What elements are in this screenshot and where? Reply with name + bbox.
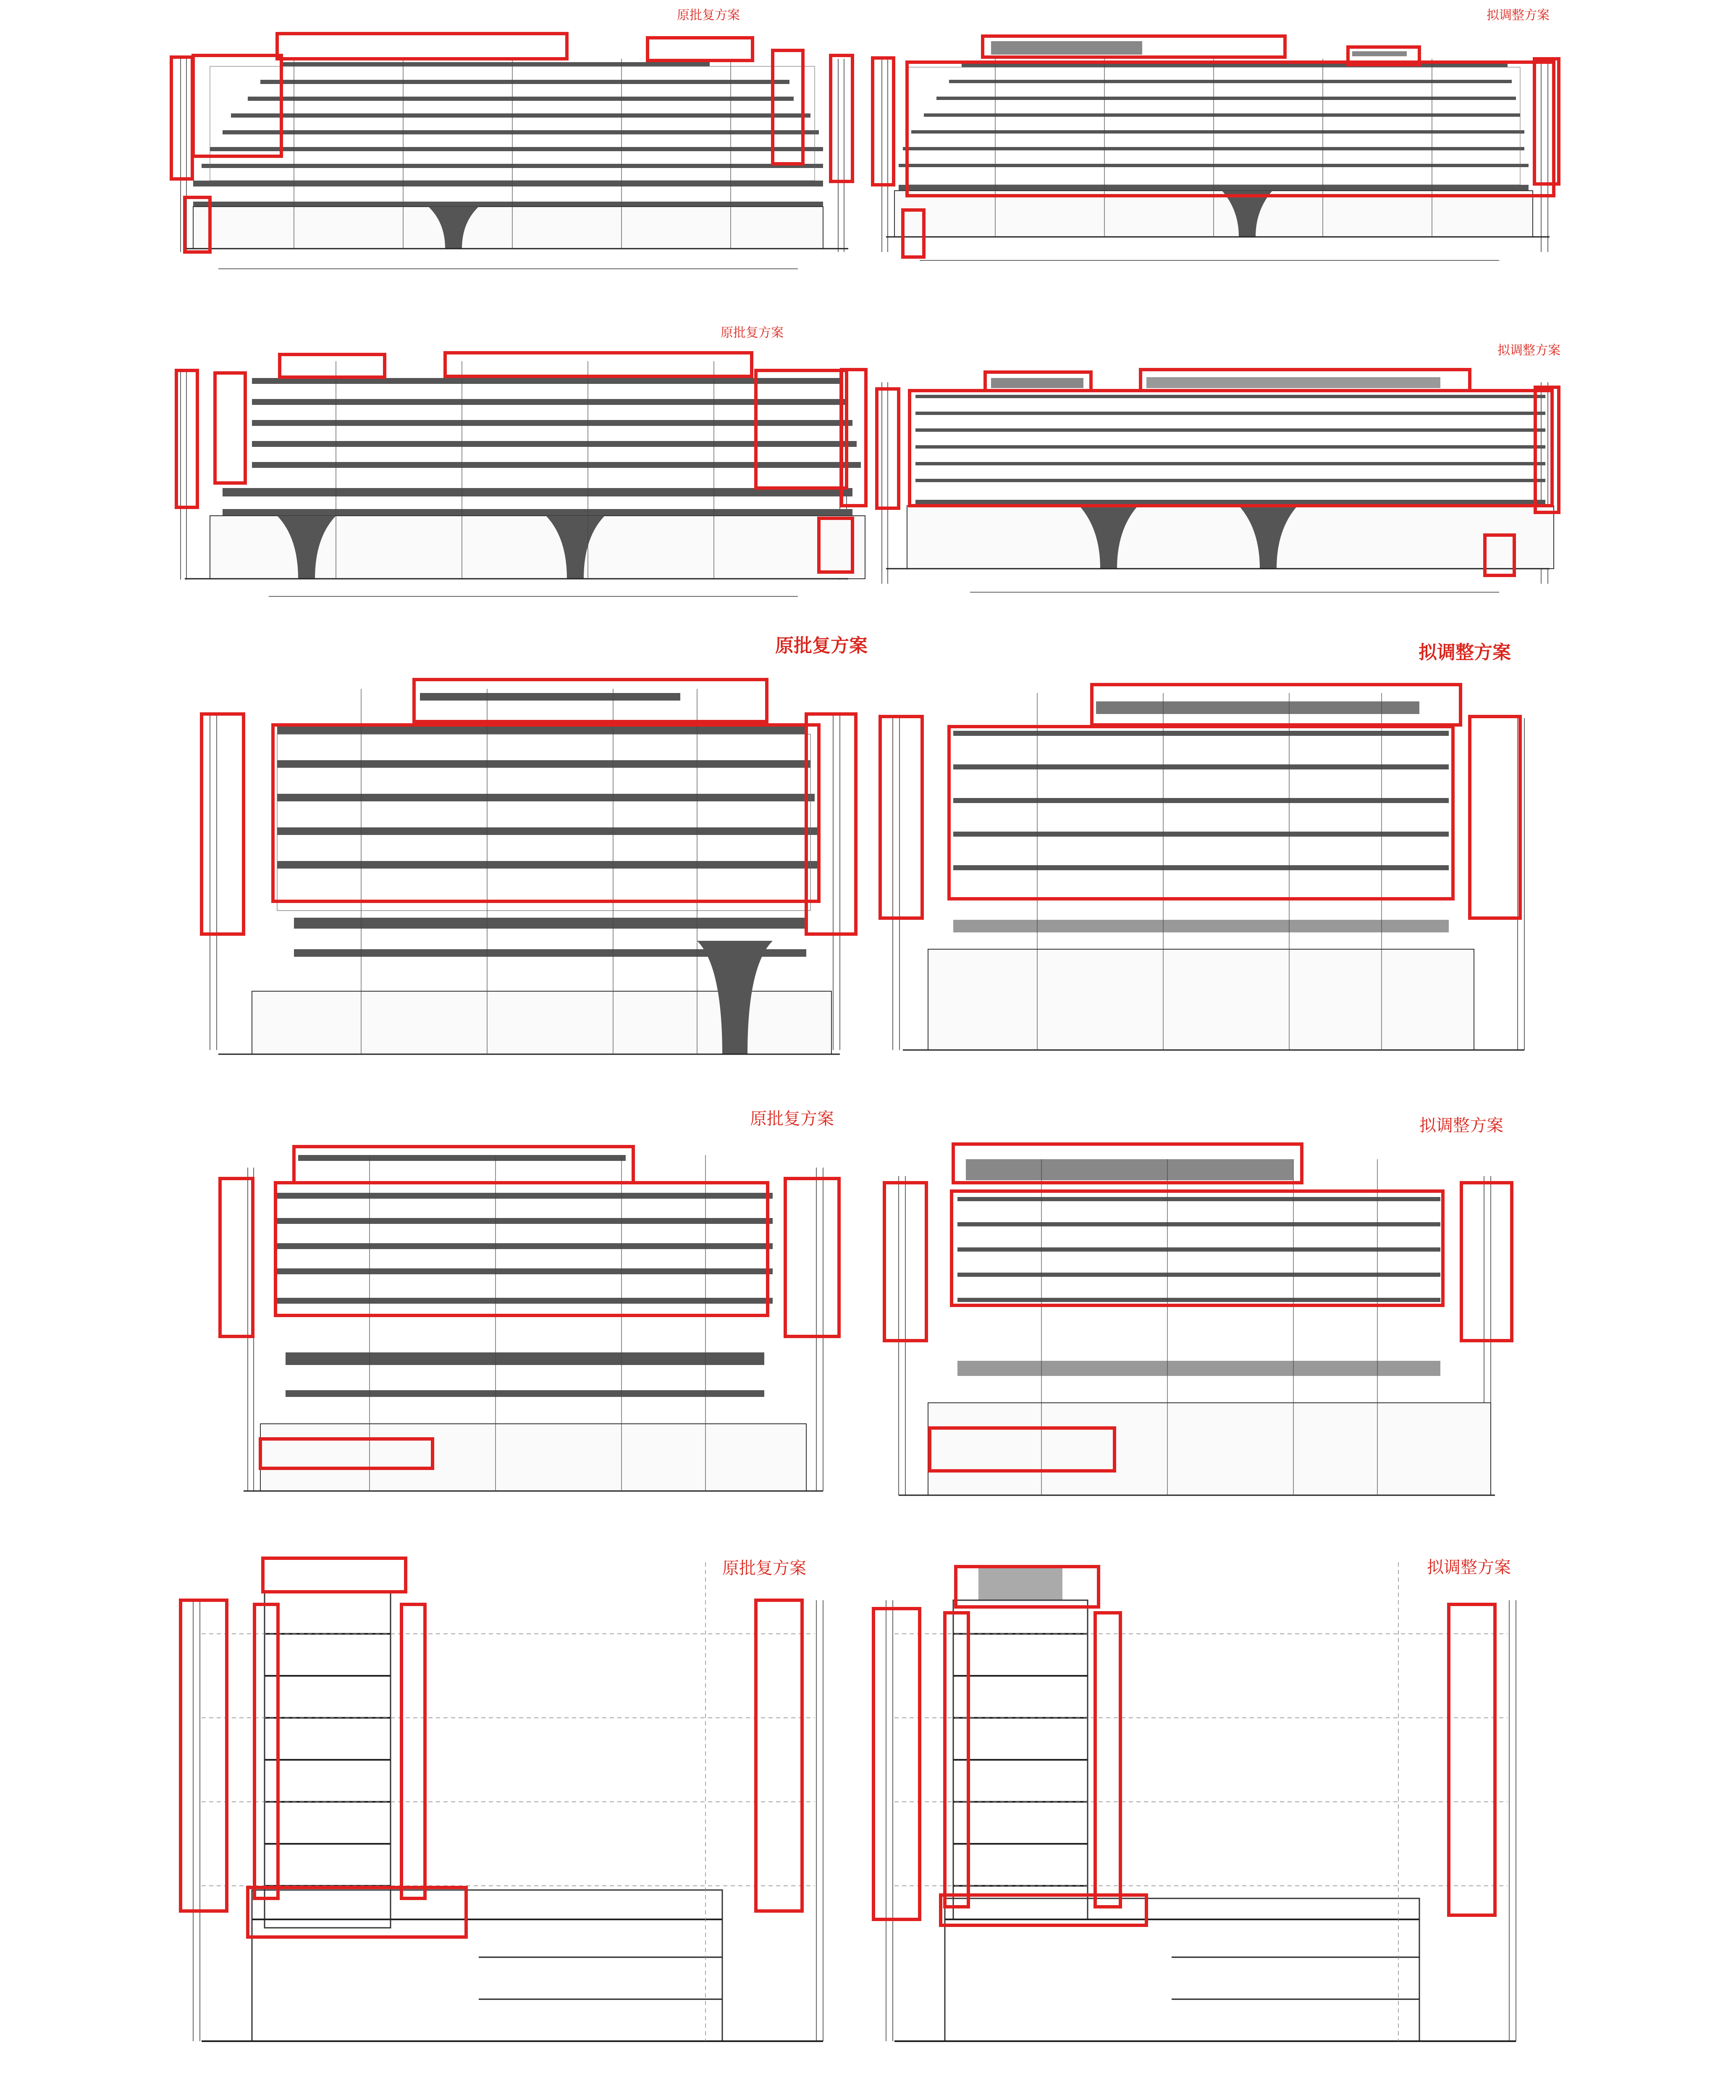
caption-adjusted-row5: 拟调整方案 [1427,1558,1511,1577]
elevation-panel-row4-adjusted [882,1134,1537,1533]
caption-adjusted-row1: 拟调整方案 [1487,8,1550,23]
elevation-panel-row3-adjusted [878,676,1541,1075]
section-panel-row5-original [176,1550,840,2071]
caption-adjusted-row2: 拟调整方案 [1497,343,1560,358]
caption-original-row3: 原批复方案 [775,635,868,656]
elevation-drawing [869,357,1566,617]
elevation-panel-row4-original [210,1130,865,1533]
section-panel-row5-adjusted [869,1550,1533,2071]
elevation-drawing [210,1130,865,1533]
elevation-panel-row1-original [168,25,865,286]
elevation-drawing [882,1134,1537,1533]
elevation-panel-row2-original [168,344,865,613]
elevation-panel-row1-adjusted [869,25,1566,286]
caption-original-row1: 原批复方案 [677,8,740,23]
elevation-drawing [168,25,865,286]
caption-adjusted-row4: 拟调整方案 [1419,1116,1503,1135]
caption-original-row2: 原批复方案 [721,326,784,340]
elevation-panel-row3-original [193,672,857,1075]
caption-original-row4: 原批复方案 [750,1109,834,1129]
section-drawing [176,1550,840,2071]
section-drawing [869,1550,1533,2071]
elevation-drawing [869,25,1566,286]
elevation-panel-row2-adjusted [869,357,1566,617]
elevation-drawing [193,672,857,1075]
elevation-drawing [168,344,865,613]
caption-adjusted-row3: 拟调整方案 [1419,642,1511,663]
caption-original-row5: 原批复方案 [722,1559,806,1578]
elevation-drawing [878,676,1541,1075]
